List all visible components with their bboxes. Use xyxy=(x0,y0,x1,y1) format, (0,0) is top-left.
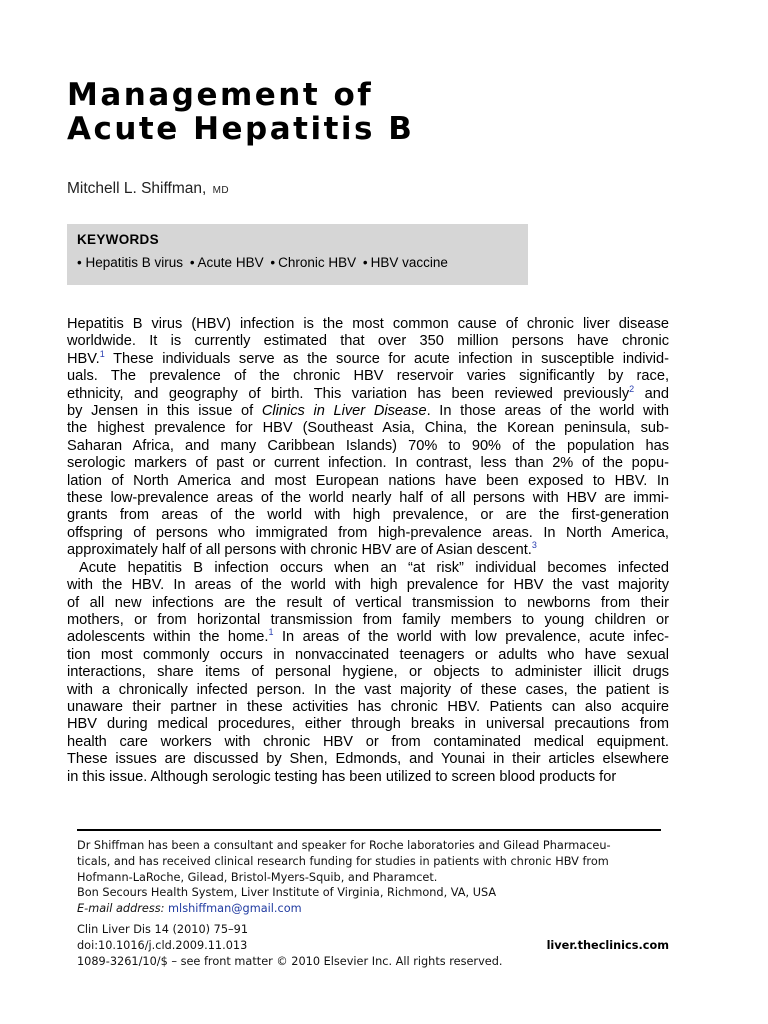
keyword-item: HBV vaccine xyxy=(370,255,448,270)
keyword-item: Hepatitis B virus xyxy=(85,255,184,270)
email-link[interactable]: mlshiffman@gmail.com xyxy=(168,902,302,916)
text-line xyxy=(67,383,670,403)
text-line: of all new infections are the result of vertical transmission to newborns from their xyxy=(67,594,669,611)
footnote-divider xyxy=(77,829,661,831)
text-segment: approximately half of all persons with chronic HBV are of Asian descent. xyxy=(67,542,532,559)
keywords-heading: KEYWORDS xyxy=(77,232,159,247)
author-degree: MD xyxy=(212,185,230,196)
citation-ref[interactable]: 1 xyxy=(99,348,105,359)
doi: doi:10.1016/j.cld.2009.11.013 xyxy=(77,938,248,952)
text-segment: . In those areas of the world with xyxy=(426,403,670,420)
keywords-list xyxy=(77,254,518,272)
journal-name: Clinics in Liver Disease xyxy=(261,403,427,420)
citation-ref[interactable]: 1 xyxy=(268,627,274,638)
text-segment: and xyxy=(634,385,670,402)
text-line xyxy=(67,348,669,368)
email-line xyxy=(77,901,669,917)
text-line: with the HBV. In areas of the world with high prevalence for HBV the vast majority xyxy=(67,577,669,594)
text-segment: HBV. xyxy=(67,350,100,367)
article-title xyxy=(67,78,414,146)
bullet-icon: • xyxy=(189,255,195,270)
affiliation: Bon Secours Health System, Liver Institute of Virginia, Richmond, VA, USA xyxy=(77,886,497,900)
text-segment: ethnicity, and geography of birth. This variation has been reviewed previously xyxy=(67,385,630,402)
citation-ref[interactable]: 2 xyxy=(629,383,635,394)
keywords-box xyxy=(67,224,528,285)
bullet-icon: • xyxy=(77,255,82,270)
text-segment: These individuals serve as the source for acute infection in susceptible individ- xyxy=(104,350,669,367)
disclosure-line: ticals, and has received clinical research funding for studies in patients with chronic HBV from xyxy=(77,854,609,868)
text-segment: adolescents within the home. xyxy=(67,629,269,646)
text-line xyxy=(67,542,669,559)
text-line: these low-prevalence areas of the world nearly half of all persons with HBV are immi- xyxy=(67,490,669,507)
citation: Clin Liver Dis 14 (2010) 75–91 xyxy=(77,923,249,936)
title-line-1: Management of xyxy=(67,77,374,113)
disclosure-line: Hofmann-LaRoche, Gilead, Bristol-Myers-Squib, and Pharamcet. xyxy=(77,870,438,884)
text-line: worldwide. It is currently estimated that over 350 million persons have chronic xyxy=(67,333,669,350)
text-line: Acute hepatitis B infection occurs when an “at risk” individual becomes infected xyxy=(79,559,669,576)
paragraph-2 xyxy=(67,560,669,786)
text-line: HBV during medical procedures, either through breaks in universal precautions from xyxy=(67,716,669,733)
text-line: mothers, or from horizontal transmission from family members to young children or xyxy=(67,611,669,628)
text-line xyxy=(67,403,669,420)
text-line: These issues are discussed by Shen, Edmonds, and Younai in their articles elsewhere xyxy=(67,751,669,768)
bullet-icon: • xyxy=(270,255,276,270)
text-segment: In areas of the world with low prevalence, acute infec- xyxy=(273,629,669,646)
text-segment: by Jensen in this issue of xyxy=(67,403,262,420)
author-name: Mitchell L. Shiffman, xyxy=(67,180,207,197)
paragraph-1 xyxy=(67,316,669,560)
journal-site-link[interactable]: liver.theclinics.com xyxy=(546,939,669,952)
text-line: offspring of persons who immigrated from high-prevalence areas. In North America, xyxy=(67,524,669,541)
text-line: with a chronically infected person. In the vast majority of these cases, the patient is xyxy=(67,681,669,698)
text-line: unaware their partner in these activities has chronic HBV. Patients can also acquire xyxy=(67,698,669,715)
citation-ref[interactable]: 3 xyxy=(531,540,537,551)
text-line: lation of North America and most European nations have been exposed to HBV. In xyxy=(67,472,669,489)
keyword-item: Chronic HBV xyxy=(278,255,357,270)
text-line: Hepatitis B virus (HBV) infection is the most common cause of chronic liver disease xyxy=(67,316,669,332)
text-line: uals. The prevalence of the chronic HBV reservoir varies significantly by race, xyxy=(67,368,669,385)
bullet-icon: • xyxy=(362,255,368,270)
author-byline xyxy=(67,180,229,198)
text-line: the highest prevalence for HBV (Southeast Asia, China, the Korean peninsula, sub- xyxy=(67,420,669,437)
text-line: in this issue. Although serologic testing has been utilized to screen blood products for xyxy=(67,768,617,785)
text-line: health care workers with chronic HBV or from contaminated medical equipment. xyxy=(67,733,669,750)
text-line: interactions, share items of personal hygiene, or objects to administer illicit drugs xyxy=(67,664,669,681)
text-line: serologic markers of past or current infection. In contrast, less than 2% of the popu- xyxy=(67,455,669,472)
email-label: E-mail address: xyxy=(77,902,165,916)
title-line-2: Acute Hepatitis B xyxy=(67,111,415,147)
text-line xyxy=(67,629,669,646)
footnote xyxy=(77,838,669,917)
copyright: 1089-3261/10/$ – see front matter © 2010 Elsevier Inc. All rights reserved. xyxy=(77,954,503,968)
disclosure-line: Dr Shiffman has been a consultant and speaker for Roche laboratories and Gilead Pharmaceu- xyxy=(77,839,611,852)
article-body xyxy=(67,316,669,786)
text-line: grants from areas of the world with high prevalence, or are the first-generation xyxy=(67,507,669,524)
keyword-item: Acute HBV xyxy=(197,255,264,270)
text-line: Saharan Africa, and many Caribbean Islands) 70% to 90% of the population has xyxy=(67,437,669,454)
text-line: tion most commonly occurs in nonvaccinated teenagers or adults who have sexual xyxy=(67,646,669,663)
